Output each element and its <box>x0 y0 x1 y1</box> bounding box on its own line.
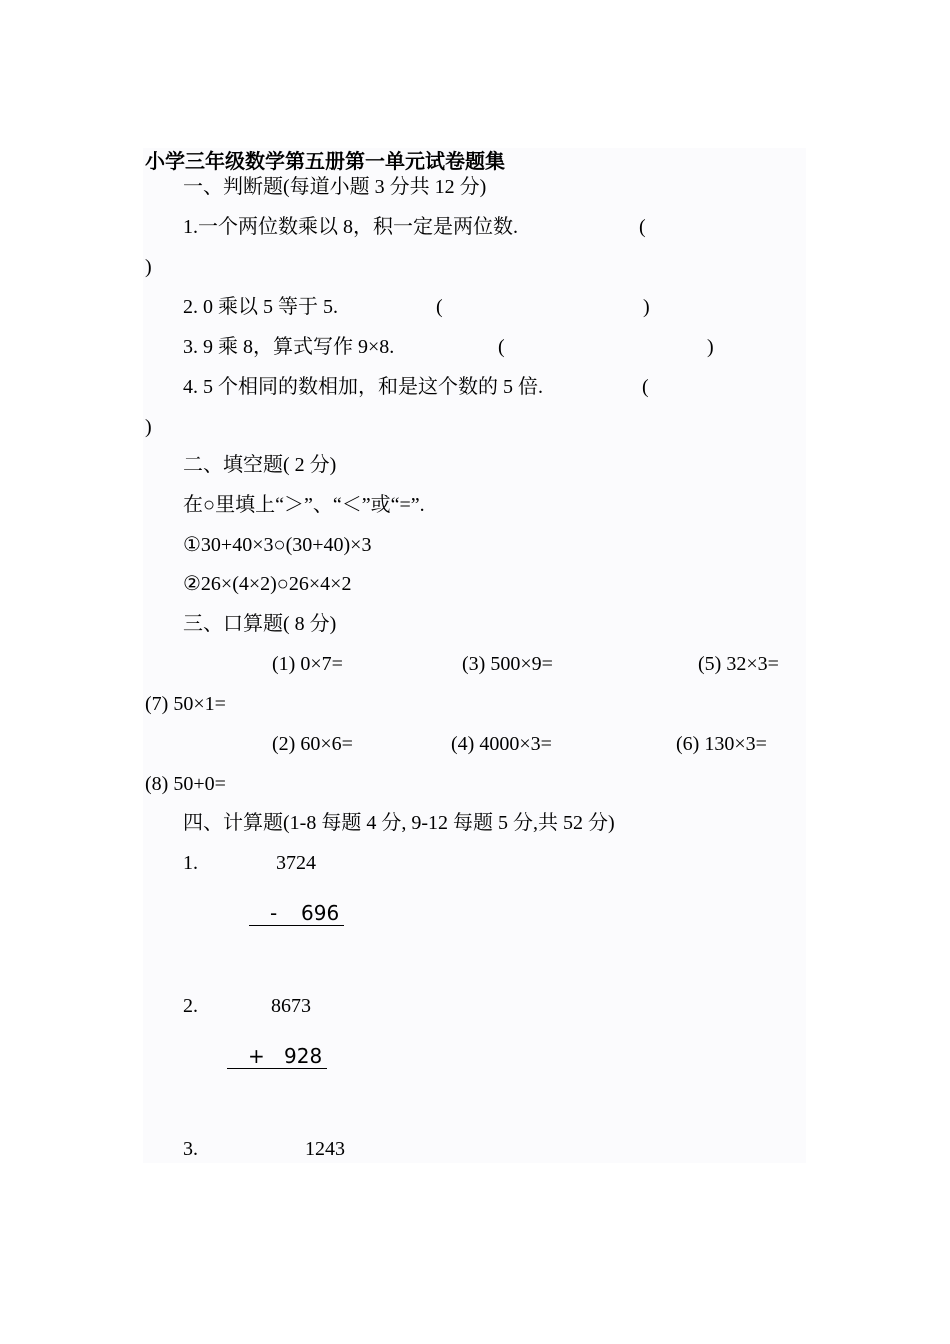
judge-answer-close-paren: ) <box>145 256 152 278</box>
judge-answer-open-paren: ( <box>436 296 443 318</box>
fill-item-2: ②26×(4×2)○26×4×2 <box>183 573 352 595</box>
judge-question-3: 3. 9 乘 8，算式写作 9×8. <box>183 336 395 358</box>
section-calc-heading: 四、计算题(1-8 每题 4 分, 9-12 每题 5 分,共 52 分) <box>183 812 615 834</box>
oral-item: (8) 50+0= <box>145 773 226 795</box>
judge-question-4: 4. 5 个相同的数相加，和是这个数的 5 倍. <box>183 376 543 398</box>
calc-bottom-operand: 696 <box>301 901 340 925</box>
calc-top-operand: 1243 <box>305 1138 345 1160</box>
judge-answer-close-paren: ) <box>145 416 152 438</box>
judge-question-1: 1.一个两位数乘以 8，积一定是两位数. <box>183 216 518 238</box>
judge-question-2: 2. 0 乘以 5 等于 5. <box>183 296 338 318</box>
page-title: 小学三年级数学第五册第一单元试卷题集 <box>145 151 505 173</box>
calc-operator: + <box>248 1044 265 1068</box>
fill-item-1: ①30+40×3○(30+40)×3 <box>183 534 372 556</box>
section-oral-heading: 三、口算题( 8 分) <box>183 613 337 635</box>
calc-problem-number: 1. <box>183 852 198 874</box>
judge-answer-open-paren: ( <box>498 336 505 358</box>
calc-problem-number: 3. <box>183 1138 198 1160</box>
calc-top-operand: 3724 <box>276 852 316 874</box>
oral-item: (6) 130×3= <box>676 733 767 755</box>
calc-problem-number: 2. <box>183 995 198 1017</box>
oral-item: (1) 0×7= <box>272 653 343 675</box>
calc-operator: - <box>270 901 278 925</box>
oral-item: (2) 60×6= <box>272 733 353 755</box>
fill-instruction: 在○里填上“＞”、“＜”或“=”. <box>183 494 425 516</box>
oral-item: (3) 500×9= <box>462 653 553 675</box>
calc-top-operand: 8673 <box>271 995 311 1017</box>
calc-underline <box>227 1068 327 1069</box>
calc-bottom-operand: 928 <box>284 1044 323 1068</box>
section-judge-heading: 一、判断题(每道小题 3 分共 12 分) <box>183 176 487 198</box>
judge-answer-open-paren: ( <box>642 376 649 398</box>
judge-answer-close-paren: ) <box>707 336 714 358</box>
oral-item: (7) 50×1= <box>145 693 226 715</box>
section-fill-heading: 二、填空题( 2 分) <box>183 454 337 476</box>
judge-answer-open-paren: ( <box>639 216 646 238</box>
calc-underline <box>249 925 344 926</box>
oral-item: (5) 32×3= <box>698 653 779 675</box>
oral-item: (4) 4000×3= <box>451 733 552 755</box>
judge-answer-close-paren: ) <box>643 296 650 318</box>
